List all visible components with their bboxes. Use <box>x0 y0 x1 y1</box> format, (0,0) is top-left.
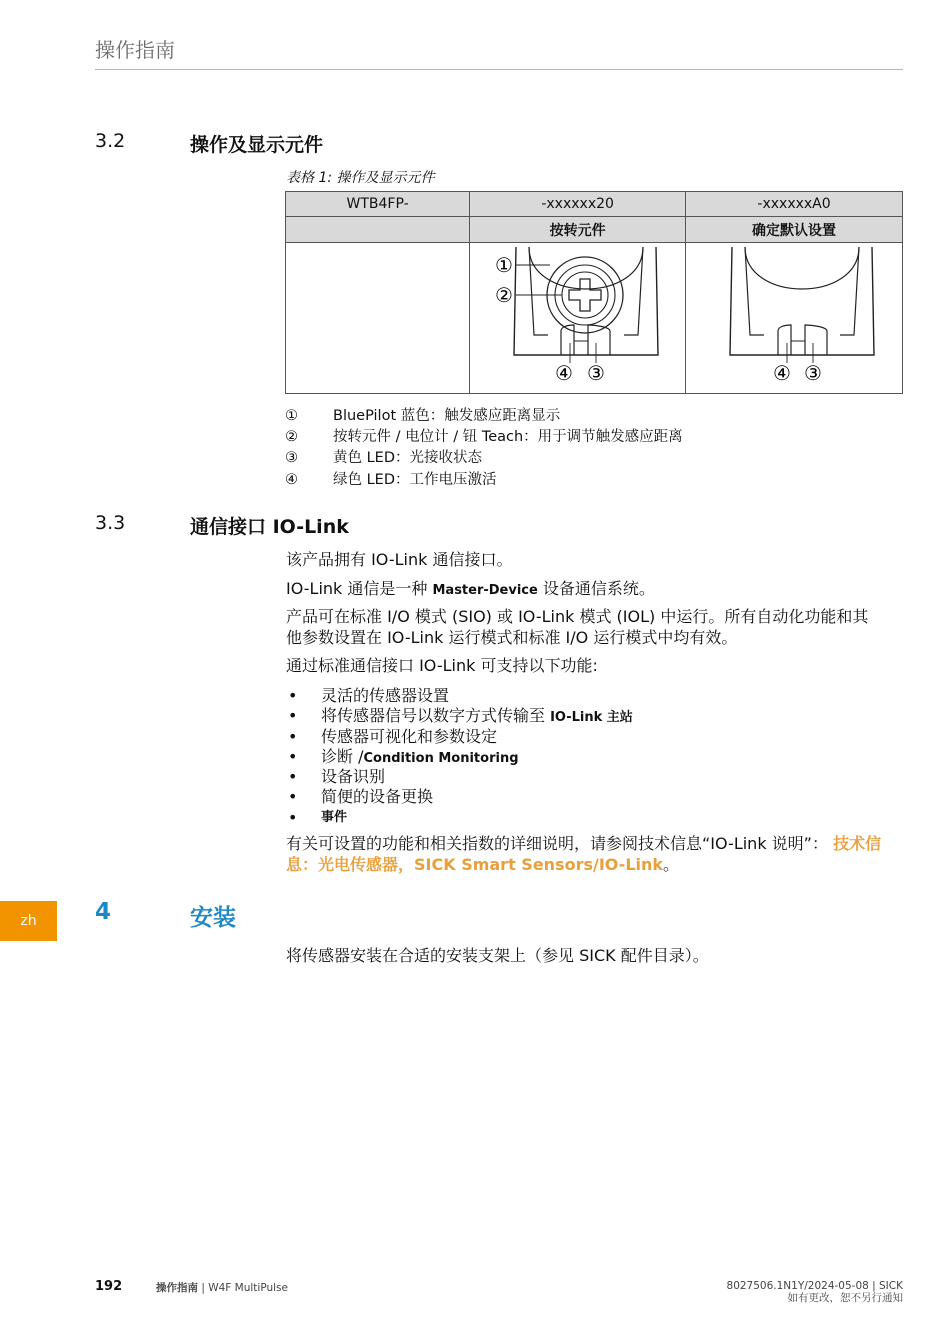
paragraph: 该产品拥有 IO-Link 通信接口。 <box>286 550 513 569</box>
page-number: 192 <box>95 1279 123 1294</box>
section-3-2-title: 操作及显示元件 <box>190 134 324 156</box>
footer-doc-id: 8027506.1N1Y/2024-05-08 | SICK 如有更改，恕不另行通知 <box>726 1280 903 1304</box>
header-rule <box>95 69 903 70</box>
col3-header: -xxxxxxA0 <box>686 192 903 217</box>
language-tab: zh <box>0 901 57 941</box>
callout-4: ④ <box>554 361 573 385</box>
callout-3: ③ <box>586 361 605 385</box>
col3-subheader: 确定默认设置 <box>686 217 903 243</box>
rotary-element-diagram <box>478 243 678 389</box>
chapter-4-number: 4 <box>95 899 112 925</box>
col1-subheader <box>286 217 470 243</box>
spec-table <box>285 191 903 394</box>
paragraph: 产品可在标准 I/O 模式 (SIO) 或 IO-Link 模式 (IOL) 中运行。所有自动化功能和其 他参数设置在 IO-Link 运行模式和标准 I/O 运行模式中均有效。 <box>286 607 869 647</box>
paragraph: 将传感器安装在合适的安装支架上（参见 SICK 配件目录）。 <box>286 946 709 965</box>
tech-info-link-cont[interactable]: 息：光电传感器，SICK Smart Sensors/IO-Link <box>286 855 664 874</box>
col2-subheader: 按转元件 <box>470 217 686 243</box>
default-setting-diagram-cell <box>686 243 903 394</box>
callout-4b: ④ <box>773 361 791 385</box>
col2-header: -xxxxxx20 <box>470 192 686 217</box>
legend-item: ④ 绿色 LED：工作电压激活 <box>285 472 497 488</box>
legend-item: ③ 黄色 LED：光接收状态 <box>285 450 483 466</box>
paragraph-link: 有关可设置的功能和相关指数的详细说明，请参阅技术信息“IO-Link 说明”： 技术信 息：光电传感器，SICK Smart Sensors/IO-Link。 <box>286 834 882 874</box>
callout-3b: ③ <box>804 361 822 385</box>
col1-header: WTB4FP- <box>286 192 470 217</box>
callout-1: ① <box>494 253 513 277</box>
legend-item: ① BluePilot 蓝色：触发感应距离显示 <box>285 408 561 424</box>
section-3-3-title: 通信接口 IO-Link <box>190 516 349 538</box>
empty-image-cell <box>286 243 470 394</box>
default-setting-diagram <box>694 243 894 389</box>
paragraph: 通过标准通信接口 IO-Link 可支持以下功能: <box>286 656 598 675</box>
paragraph: IO-Link 通信是一种 Master-Device 设备通信系统。 <box>286 579 655 598</box>
rotary-element-diagram-cell <box>470 243 686 394</box>
chapter-4-title: 安装 <box>190 905 236 931</box>
tech-info-link[interactable]: 技术信 <box>833 834 882 853</box>
table-caption: 表格 1: 操作及显示元件 <box>286 170 435 186</box>
callout-2: ② <box>494 283 513 307</box>
section-3-3-number: 3.3 <box>95 512 126 534</box>
legend-item: ② 按转元件 / 电位计 / 钮 Teach：用于调节触发感应距离 <box>285 429 683 445</box>
section-3-2-number: 3.2 <box>95 130 126 152</box>
page-header-title: 操作指南 <box>95 38 175 62</box>
footer-doc-title: 操作指南 | W4F MultiPulse <box>156 1282 288 1294</box>
